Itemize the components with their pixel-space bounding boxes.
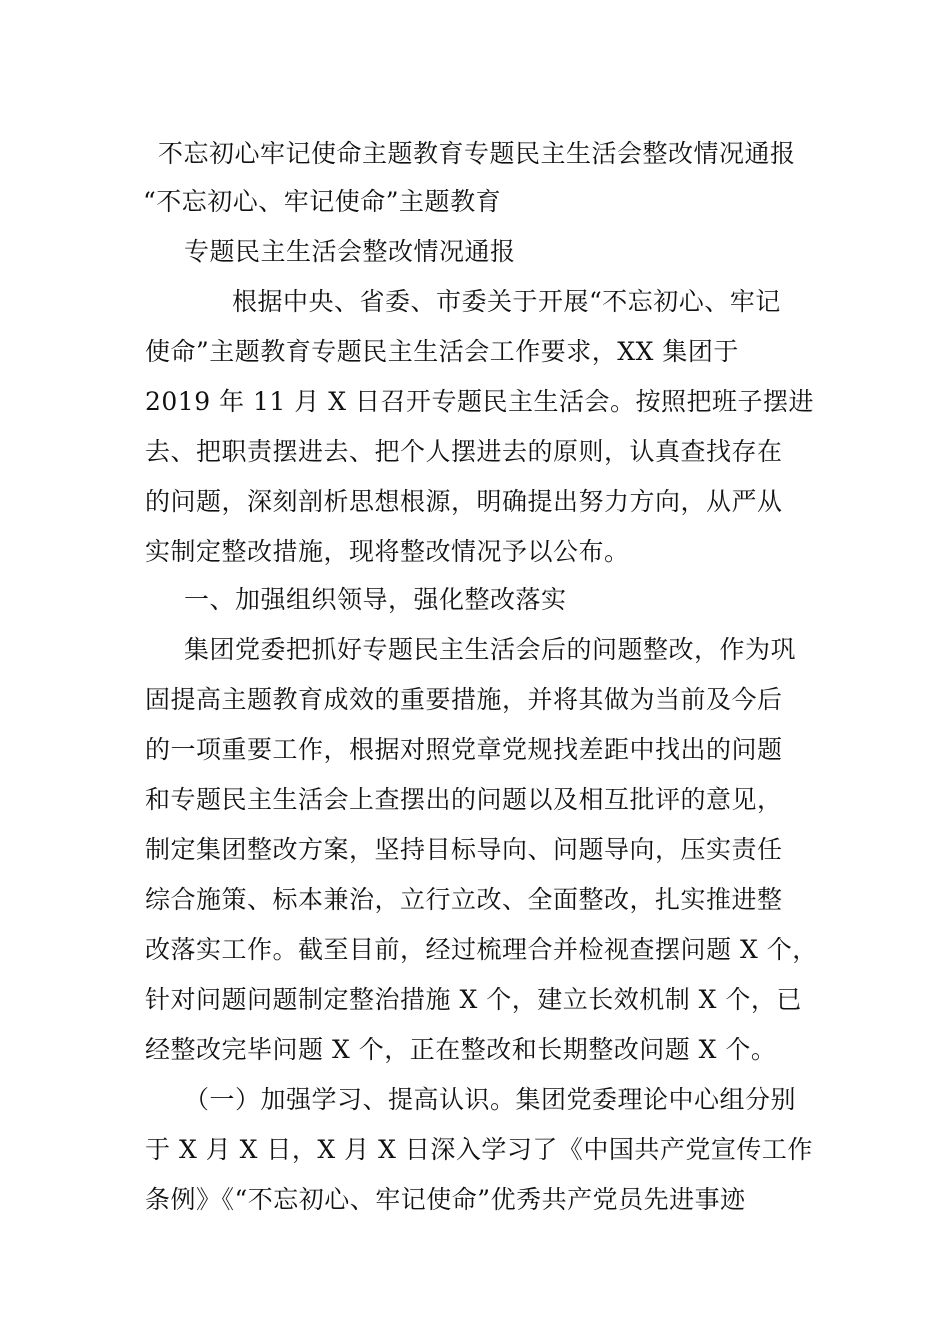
document-title: 不忘初心牢记使命主题教育专题民主生活会整改情况通报 — [158, 139, 796, 168]
subsection-one-line-1: （一）加强学习、提高认识。集团党委理论中心组分别 — [184, 1085, 797, 1114]
subtitle-line-1: “不忘初心、牢记使命”主题教育 — [143, 187, 502, 216]
section-one-line-7: 改落实工作。截至目前，经过梳理合并检视查摆问题 X 个， — [145, 935, 818, 964]
section-one-line-5: 制定集团整改方案，坚持目标导向、问题导向，压实责任 — [145, 835, 783, 864]
subsection-one-line-3: 条例》《“不忘初心、牢记使命”优秀共产党员先进事迹 — [145, 1185, 746, 1214]
section-one-heading: 一、加强组织领导，强化整改落实 — [184, 585, 567, 614]
intro-line-4: 去、把职责摆进去、把个人摆进去的原则，认真查找存在 — [145, 437, 783, 466]
section-one-line-3: 的一项重要工作，根据对照党章党规找差距中找出的问题 — [145, 735, 783, 764]
section-one-line-1: 集团党委把抓好专题民主生活会后的问题整改，作为巩 — [184, 635, 797, 664]
section-one-line-9: 经整改完毕问题 X 个，正在整改和长期整改问题 X 个。 — [145, 1035, 777, 1064]
subsection-one-line-2: 于 X 月 X 日，X 月 X 日深入学习了《中国共产党宣传工作 — [145, 1135, 813, 1164]
intro-line-2: 使命”主题教育专题民主生活会工作要求，XX 集团于 — [145, 337, 739, 366]
intro-line-5: 的问题，深刻剖析思想根源，明确提出努力方向，从严从 — [145, 487, 783, 516]
intro-line-6: 实制定整改措施，现将整改情况予以公布。 — [145, 537, 630, 566]
section-one-line-4: 和专题民主生活会上查摆出的问题以及相互批评的意见， — [145, 785, 783, 814]
section-one-line-6: 综合施策、标本兼治，立行立改、全面整改，扎实推进整 — [145, 885, 783, 914]
section-one-line-2: 固提高主题教育成效的重要措施，并将其做为当前及今后 — [145, 685, 783, 714]
intro-line-1: 根据中央、省委、市委关于开展“不忘初心、牢记 — [232, 287, 781, 316]
subtitle-line-2: 专题民主生活会整改情况通报 — [184, 237, 516, 266]
section-one-line-8: 针对问题问题制定整治措施 X 个，建立长效机制 X 个，已 — [145, 985, 802, 1014]
intro-line-3: 2019 年 11 月 X 日召开专题民主生活会。按照把班子摆进 — [145, 387, 814, 416]
